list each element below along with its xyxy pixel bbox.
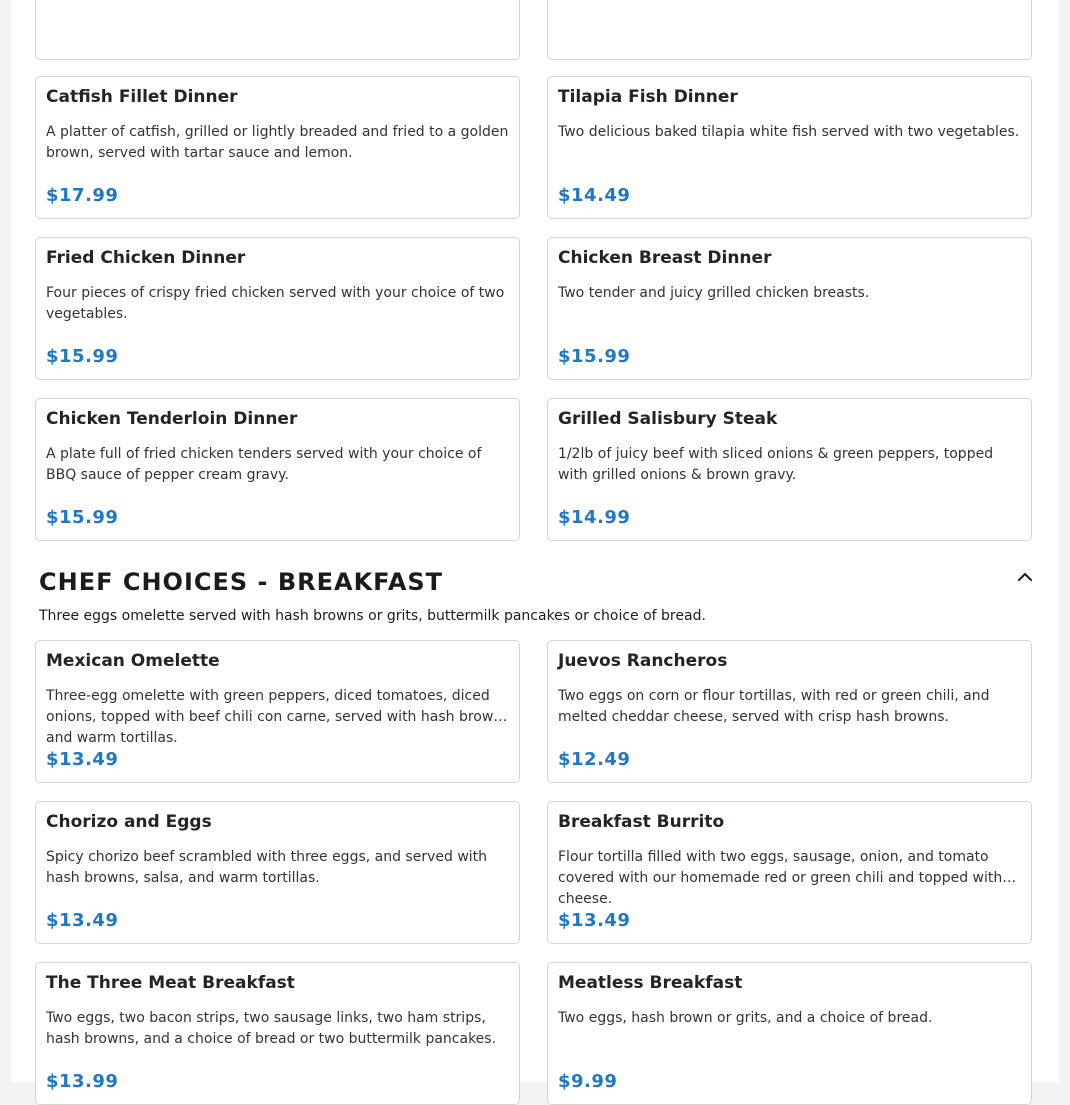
item-description: Spicy chorizo beef scrambled with three eggs, and served with hash browns, salsa, and warm tortillas.: [46, 849, 488, 886]
menu-item-card[interactable]: [547, 0, 1032, 60]
item-name: Juevos Rancheros: [558, 651, 728, 671]
item-price: $15.99: [558, 346, 631, 367]
item-description: Two eggs, two bacon strips, two sausage links, two ham strips, hash browns, and a choice of bread or two buttermilk pancakes.: [46, 1010, 497, 1047]
item-description: Two eggs, hash brown or grits, and a choice of bread.: [558, 1010, 933, 1026]
item-description: Three-egg omelette with green peppers, diced tomatoes, diced onions, topped with beef chili con carne, served with hash browns and warm tortillas.: [46, 688, 510, 746]
menu-item-card[interactable]: [547, 640, 1032, 783]
item-price: $13.99: [46, 1071, 119, 1092]
section-title: CHEF CHOICES - BREAKFAST: [39, 568, 444, 596]
item-price: $9.99: [558, 1071, 618, 1092]
item-name: Meatless Breakfast: [558, 973, 743, 993]
item-description: A platter of catfish, grilled or lightly breaded and fried to a golden brown, served with tartar sauce and lemon.: [46, 124, 509, 161]
item-description: Two tender and juicy grilled chicken breasts.: [558, 285, 870, 301]
item-name: Chicken Breast Dinner: [558, 248, 772, 268]
chevron-up-icon: [1013, 565, 1037, 589]
item-price: $13.49: [46, 910, 119, 931]
item-price: $13.49: [558, 910, 631, 931]
item-price: $12.49: [558, 749, 631, 770]
item-name: Grilled Salisbury Steak: [558, 409, 778, 429]
item-price: $15.99: [46, 507, 119, 528]
menu-item-card[interactable]: [547, 962, 1032, 1105]
menu-item-card[interactable]: [547, 398, 1032, 541]
menu-item-card[interactable]: [35, 398, 520, 541]
collapse-section-button[interactable]: [1013, 565, 1037, 589]
menu-item-card[interactable]: [35, 76, 520, 219]
item-name: Chicken Tenderloin Dinner: [46, 409, 298, 429]
item-description: 1/2lb of juicy beef with sliced onions & green peppers, topped with grilled onions & brown gravy.: [558, 446, 994, 483]
item-name: Tilapia Fish Dinner: [558, 87, 738, 107]
item-name: Catfish Fillet Dinner: [46, 87, 238, 107]
menu-item-card[interactable]: [35, 237, 520, 380]
menu-item-card[interactable]: [35, 640, 520, 783]
item-price: $13.49: [46, 749, 119, 770]
menu-item-card[interactable]: [35, 801, 520, 944]
menu-page: [11, 0, 1059, 1092]
item-name: Mexican Omelette: [46, 651, 220, 671]
item-description: Two delicious baked tilapia white fish served with two vegetables.: [558, 124, 1020, 140]
menu-item-card[interactable]: [547, 237, 1032, 380]
item-price: $15.99: [46, 346, 119, 367]
item-description: Flour tortilla filled with two eggs, sausage, onion, and tomato covered with our homemade red or green chili and topped with cheese.: [558, 849, 1003, 907]
item-price: $14.99: [558, 507, 631, 528]
menu-item-card[interactable]: [547, 801, 1032, 944]
menu-item-card[interactable]: [35, 0, 520, 60]
section-description: Three eggs omelette served with hash browns or grits, buttermilk pancakes or choice of bread.: [39, 608, 706, 624]
item-description: Two eggs on corn or flour tortillas, with red or green chili, and melted cheddar cheese, served with crisp hash browns.: [558, 688, 990, 725]
item-description: A plate full of fried chicken tenders served with your choice of BBQ sauce of pepper cream gravy.: [46, 446, 482, 483]
menu-item-card[interactable]: [547, 76, 1032, 219]
item-name: Breakfast Burrito: [558, 812, 725, 832]
item-name: Chorizo and Eggs: [46, 812, 212, 832]
item-price: $17.99: [46, 185, 119, 206]
item-price: $14.49: [558, 185, 631, 206]
item-name: The Three Meat Breakfast: [46, 973, 295, 993]
item-name: Fried Chicken Dinner: [46, 248, 246, 268]
item-description: Four pieces of crispy fried chicken served with your choice of two vegetables.: [46, 285, 505, 322]
menu-item-card[interactable]: [35, 962, 520, 1105]
